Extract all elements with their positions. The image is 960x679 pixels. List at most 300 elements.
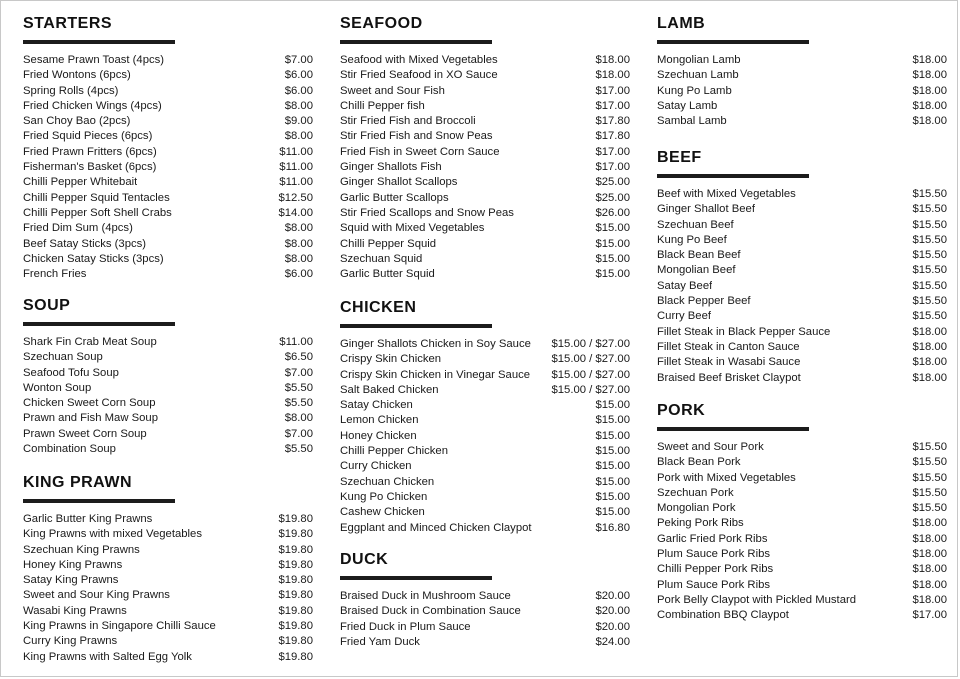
menu-item bbox=[657, 84, 947, 99]
menu-item-name: Chilli Pepper Squid Tentacles bbox=[23, 191, 170, 204]
menu-item-price: $15.50 bbox=[912, 203, 947, 216]
menu-item-name: Fried Wontons (6pcs) bbox=[23, 69, 131, 82]
menu-item-list bbox=[657, 53, 947, 129]
menu-item bbox=[340, 589, 630, 604]
menu-item-name: Ginger Shallot Scallops bbox=[340, 176, 458, 189]
menu-item-name: Sweet and Sour Pork bbox=[657, 441, 764, 453]
menu-item-name: Fried Squid Pieces (6pcs) bbox=[23, 130, 153, 143]
menu-item-name: Honey King Prawns bbox=[23, 558, 123, 571]
menu-item bbox=[23, 366, 313, 381]
menu-item bbox=[657, 114, 947, 129]
menu-item-name: Curry Beef bbox=[657, 310, 711, 323]
menu-item bbox=[340, 129, 630, 144]
menu-item-price: $8.00 bbox=[284, 130, 313, 143]
menu-item-list bbox=[657, 440, 947, 624]
menu-item bbox=[340, 475, 630, 490]
menu-item-price: $15.50 bbox=[912, 471, 947, 484]
menu-item-name: Pork with Mixed Vegetables bbox=[657, 471, 796, 484]
menu-item-name: Szechuan Squid bbox=[340, 252, 423, 265]
section-title: SOUP bbox=[23, 297, 71, 314]
menu-item-name: Fried Fish in Sweet Corn Sauce bbox=[340, 145, 500, 158]
menu-item-price: $6.00 bbox=[284, 69, 313, 82]
menu-item-price: $18.00 bbox=[912, 340, 947, 353]
section-title: DUCK bbox=[340, 551, 389, 568]
menu-item bbox=[657, 202, 947, 217]
section-seafood bbox=[340, 14, 630, 282]
menu-item-name: Beef with Mixed Vegetables bbox=[657, 188, 796, 200]
menu-item-name: Salt Baked Chicken bbox=[340, 383, 439, 396]
menu-item-price: $8.00 bbox=[284, 222, 313, 235]
menu-item bbox=[657, 263, 947, 278]
menu-item-name: Chilli Pepper Pork Ribs bbox=[657, 563, 774, 576]
section-king-prawn bbox=[23, 473, 313, 665]
menu-item bbox=[340, 398, 630, 413]
menu-item-price: $17.80 bbox=[595, 130, 630, 143]
menu-item-price: $15.00 bbox=[595, 445, 630, 458]
menu-item-price: $18.00 bbox=[912, 517, 947, 530]
menu-item bbox=[23, 160, 313, 175]
menu-item-price: $14.00 bbox=[278, 206, 313, 219]
menu-item bbox=[340, 459, 630, 474]
menu-item bbox=[657, 187, 947, 202]
menu-item-price: $15.50 bbox=[912, 279, 947, 292]
menu-item bbox=[23, 145, 313, 160]
menu-item-name: Chicken Satay Sticks (3pcs) bbox=[23, 252, 164, 265]
menu-item-name: Garlic Butter King Prawns bbox=[23, 513, 153, 525]
menu-item-price: $15.50 bbox=[912, 456, 947, 469]
menu-item-price: $25.00 bbox=[595, 191, 630, 204]
menu-item-price: $18.00 bbox=[912, 563, 947, 576]
section-underline bbox=[340, 576, 492, 580]
menu-item-name: Garlic Butter Scallops bbox=[340, 191, 449, 204]
menu-item-name: Combination Soup bbox=[23, 443, 116, 456]
menu-item bbox=[23, 558, 313, 573]
menu-item bbox=[340, 252, 630, 267]
menu-item-price: $19.80 bbox=[278, 635, 313, 648]
menu-item-price: $19.80 bbox=[278, 589, 313, 602]
menu-item-name: Crispy Skin Chicken in Vinegar Sauce bbox=[340, 368, 531, 381]
menu-item-name: Ginger Shallots Chicken in Soy Sauce bbox=[340, 338, 531, 350]
menu-item-name: Kung Po Chicken bbox=[340, 490, 428, 503]
menu-item-price: $18.00 bbox=[912, 548, 947, 561]
menu-item-list bbox=[657, 187, 947, 386]
menu-item bbox=[23, 267, 313, 282]
menu-item bbox=[340, 114, 630, 129]
menu-item-name: Sesame Prawn Toast (4pcs) bbox=[23, 54, 165, 66]
menu-item-name: Seafood Tofu Soup bbox=[23, 366, 119, 379]
menu-item-price: $19.80 bbox=[278, 604, 313, 617]
menu-item-name: King Prawns with mixed Vegetables bbox=[23, 528, 202, 541]
menu-item-name: Plum Sauce Pork Ribs bbox=[657, 578, 771, 591]
menu-item-name: King Prawns in Singapore Chilli Sauce bbox=[23, 620, 216, 633]
section-underline bbox=[657, 174, 809, 178]
menu-item-price: $26.00 bbox=[595, 206, 630, 219]
menu-item-price: $15.00 bbox=[595, 399, 630, 412]
menu-item-name: Crispy Skin Chicken bbox=[340, 353, 442, 366]
menu-item-price: $18.00 bbox=[912, 578, 947, 591]
menu-item bbox=[23, 53, 313, 68]
menu-item-name: Satay Lamb bbox=[657, 99, 718, 112]
menu-item-price: $7.00 bbox=[284, 366, 313, 379]
menu-item-price: $20.00 bbox=[595, 620, 630, 633]
menu-item bbox=[23, 381, 313, 396]
menu-item bbox=[23, 573, 313, 588]
menu-item-name: Kung Po Beef bbox=[657, 233, 727, 246]
menu-item-name: Squid with Mixed Vegetables bbox=[340, 222, 485, 235]
menu-item bbox=[340, 352, 630, 367]
menu-item bbox=[23, 114, 313, 129]
menu-item bbox=[657, 248, 947, 263]
menu-item-price: $19.80 bbox=[278, 558, 313, 571]
menu-item bbox=[657, 294, 947, 309]
menu-item-name: Stir Fried Fish and Broccoli bbox=[340, 115, 476, 128]
menu-item bbox=[657, 355, 947, 370]
menu-item bbox=[23, 543, 313, 558]
menu-item-name: Szechuan Pork bbox=[657, 486, 734, 499]
menu-item-name: Garlic Fried Pork Ribs bbox=[657, 532, 768, 545]
menu-item bbox=[23, 221, 313, 236]
menu-item-name: Garlic Butter Squid bbox=[340, 268, 435, 281]
menu-item-price: $17.80 bbox=[595, 115, 630, 128]
menu-item-name: Fried Chicken Wings (4pcs) bbox=[23, 99, 162, 112]
menu-item-name: Satay Beef bbox=[657, 279, 713, 292]
menu-item bbox=[657, 309, 947, 324]
menu-item-price: $15.50 bbox=[912, 502, 947, 515]
section-duck bbox=[340, 550, 630, 650]
menu-item-price: $18.00 bbox=[912, 69, 947, 82]
menu-item-price: $18.00 bbox=[912, 99, 947, 112]
menu-item-price: $15.00 bbox=[595, 506, 630, 519]
menu-item-name: Chicken Sweet Corn Soup bbox=[23, 397, 156, 410]
menu-item-name: Fried Prawn Fritters (6pcs) bbox=[23, 145, 157, 158]
menu-item-price: $15.00 / $27.00 bbox=[551, 338, 630, 350]
menu-item-price: $15.50 bbox=[912, 218, 947, 231]
menu-item-name: Sambal Lamb bbox=[657, 115, 727, 128]
menu-item-price: $19.80 bbox=[278, 650, 313, 663]
section-underline bbox=[340, 324, 492, 328]
menu-item-price: $25.00 bbox=[595, 176, 630, 189]
menu-item-name: Chilli Pepper Whitebait bbox=[23, 176, 138, 189]
menu-item-price: $17.00 bbox=[595, 161, 630, 174]
menu-item bbox=[657, 471, 947, 486]
menu-item-name: Wonton Soup bbox=[23, 381, 92, 394]
menu-item bbox=[657, 593, 947, 608]
menu-item bbox=[23, 588, 313, 603]
menu-item bbox=[340, 206, 630, 221]
menu-item-price: $20.00 bbox=[595, 590, 630, 602]
section-starters bbox=[23, 14, 313, 282]
menu-item-price: $15.00 bbox=[595, 460, 630, 473]
menu-item bbox=[657, 68, 947, 83]
menu-item bbox=[340, 337, 630, 352]
menu-item bbox=[340, 368, 630, 383]
menu-item-price: $15.50 bbox=[912, 310, 947, 323]
menu-item-name: Szechuan Soup bbox=[23, 351, 103, 364]
menu-item-price: $24.00 bbox=[595, 635, 630, 648]
menu-item-price: $15.00 bbox=[595, 414, 630, 427]
section-title: STARTERS bbox=[23, 15, 113, 32]
section-underline bbox=[23, 322, 175, 326]
menu-item-name: Fillet Steak in Canton Sauce bbox=[657, 340, 800, 353]
menu-item bbox=[23, 427, 313, 442]
section-chicken bbox=[340, 298, 630, 536]
menu-item-name: Stir Fried Scallops and Snow Peas bbox=[340, 206, 514, 219]
menu-item-price: $15.00 bbox=[595, 237, 630, 250]
menu-item-price: $15.00 / $27.00 bbox=[551, 368, 630, 381]
menu-item bbox=[657, 578, 947, 593]
menu-item bbox=[657, 99, 947, 114]
menu-item-name: Fried Duck in Plum Sauce bbox=[340, 620, 471, 633]
menu-item-price: $18.00 bbox=[912, 115, 947, 128]
menu-item-name: Mongolian Beef bbox=[657, 264, 736, 277]
menu-item-price: $16.80 bbox=[595, 521, 630, 534]
menu-item bbox=[657, 325, 947, 340]
section-title: KING PRAWN bbox=[23, 474, 132, 491]
menu-item-list bbox=[340, 589, 630, 650]
menu-item-price: $11.00 bbox=[279, 145, 313, 158]
menu-item-name: Braised Beef Brisket Claypot bbox=[657, 371, 801, 384]
menu-item-price: $17.00 bbox=[595, 99, 630, 112]
menu-item bbox=[23, 604, 313, 619]
menu-item-name: Braised Duck in Mushroom Sauce bbox=[340, 590, 511, 602]
menu-item-name: Satay King Prawns bbox=[23, 574, 119, 587]
menu-item-price: $19.80 bbox=[278, 620, 313, 633]
menu-item-name: Honey Chicken bbox=[340, 429, 417, 442]
menu-item-price: $18.00 bbox=[912, 325, 947, 338]
menu-item bbox=[23, 634, 313, 649]
menu-item-price: $18.00 bbox=[912, 532, 947, 545]
menu-item bbox=[23, 650, 313, 665]
menu-item-list bbox=[23, 335, 313, 457]
menu-item bbox=[23, 175, 313, 190]
menu-item bbox=[340, 99, 630, 114]
menu-item-name: Szechuan Beef bbox=[657, 218, 734, 231]
menu-item bbox=[340, 68, 630, 83]
menu-item-price: $7.00 bbox=[284, 54, 313, 66]
menu-item-price: $19.80 bbox=[278, 543, 313, 556]
menu-item-price: $18.00 bbox=[912, 84, 947, 97]
menu-item-price: $15.00 bbox=[595, 475, 630, 488]
menu-item-name: Plum Sauce Pork Ribs bbox=[657, 548, 771, 561]
menu-item bbox=[657, 340, 947, 355]
menu-item bbox=[657, 279, 947, 294]
menu-item bbox=[23, 350, 313, 365]
menu-item bbox=[657, 486, 947, 501]
menu-item-price: $15.50 bbox=[912, 233, 947, 246]
menu-item-name: Combination BBQ Claypot bbox=[657, 609, 789, 622]
menu-item-name: Chilli Pepper Squid bbox=[340, 237, 437, 250]
menu-item bbox=[23, 99, 313, 114]
menu-item-price: $6.50 bbox=[284, 351, 313, 364]
section-title: BEEF bbox=[657, 149, 702, 166]
menu-item-price: $19.80 bbox=[278, 528, 313, 541]
menu-item-price: $17.00 bbox=[912, 609, 947, 622]
menu-item-price: $15.50 bbox=[912, 441, 947, 453]
menu-item-price: $15.50 bbox=[912, 249, 947, 262]
section-title: LAMB bbox=[657, 15, 706, 32]
menu-item bbox=[23, 335, 313, 350]
menu-item bbox=[340, 413, 630, 428]
menu-item-name: Mongolian Pork bbox=[657, 502, 736, 515]
section-underline bbox=[23, 499, 175, 503]
menu-item bbox=[340, 191, 630, 206]
menu-item-price: $15.00 bbox=[595, 252, 630, 265]
menu-item-name: Lemon Chicken bbox=[340, 414, 419, 427]
menu-item-price: $15.00 / $27.00 bbox=[551, 353, 630, 366]
menu-item-list bbox=[340, 337, 630, 536]
menu-item-name: Shark Fin Crab Meat Soup bbox=[23, 336, 157, 348]
menu-item-price: $15.00 bbox=[595, 222, 630, 235]
menu-item-list bbox=[23, 53, 313, 282]
menu-item-name: Ginger Shallot Beef bbox=[657, 203, 755, 216]
menu-item-price: $19.80 bbox=[278, 513, 313, 525]
menu-item-name: Wasabi King Prawns bbox=[23, 604, 127, 617]
menu-item-name: Pork Belly Claypot with Pickled Mustard bbox=[657, 593, 857, 606]
menu-item-price: $15.50 bbox=[912, 486, 947, 499]
menu-item bbox=[340, 175, 630, 190]
menu-item bbox=[340, 237, 630, 252]
menu-item-name: Beef Satay Sticks (3pcs) bbox=[23, 237, 147, 250]
menu-item-name: Braised Duck in Combination Sauce bbox=[340, 605, 521, 618]
menu-item bbox=[23, 411, 313, 426]
menu-item-price: $18.00 bbox=[912, 54, 947, 66]
menu-item-name: Sweet and Sour Fish bbox=[340, 84, 445, 97]
menu-item-name: Peking Pork Ribs bbox=[657, 517, 744, 530]
menu-item bbox=[340, 620, 630, 635]
menu-item-price: $18.00 bbox=[912, 593, 947, 606]
menu-item-price: $15.00 bbox=[595, 268, 630, 281]
menu-item-price: $8.00 bbox=[284, 237, 313, 250]
menu-item-price: $18.00 bbox=[595, 69, 630, 82]
menu-item bbox=[340, 267, 630, 282]
menu-item-price: $18.00 bbox=[912, 356, 947, 369]
menu-item bbox=[340, 490, 630, 505]
menu-item bbox=[657, 233, 947, 248]
menu-item-name: Ginger Shallots Fish bbox=[340, 161, 442, 174]
menu-item bbox=[340, 444, 630, 459]
menu-item bbox=[657, 532, 947, 547]
menu-item-name: French Fries bbox=[23, 268, 87, 281]
menu-item-name: Chilli Pepper Chicken bbox=[340, 445, 448, 458]
section-underline bbox=[657, 40, 809, 44]
section-pork bbox=[657, 401, 947, 624]
menu-item-name: Fisherman's Basket (6pcs) bbox=[23, 161, 157, 174]
menu-item-name: Black Bean Pork bbox=[657, 456, 741, 469]
menu-item-price: $5.50 bbox=[284, 381, 313, 394]
section-beef bbox=[657, 148, 947, 386]
menu-item bbox=[23, 512, 313, 527]
menu-item-price: $15.50 bbox=[912, 295, 947, 308]
menu-item-price: $20.00 bbox=[595, 605, 630, 618]
menu-item bbox=[657, 440, 947, 455]
menu-item-price: $17.00 bbox=[595, 84, 630, 97]
section-underline bbox=[657, 427, 809, 431]
menu-item bbox=[23, 191, 313, 206]
menu-item-price: $15.50 bbox=[912, 188, 947, 200]
menu-item-name: Sweet and Sour King Prawns bbox=[23, 589, 170, 602]
menu-item-price: $5.50 bbox=[284, 397, 313, 410]
menu-item bbox=[657, 516, 947, 531]
menu-item bbox=[23, 68, 313, 83]
section-underline bbox=[340, 40, 492, 44]
menu-item bbox=[657, 371, 947, 386]
menu-item-price: $19.80 bbox=[278, 574, 313, 587]
menu-item-name: Cashew Chicken bbox=[340, 506, 425, 519]
menu-item bbox=[657, 455, 947, 470]
section-lamb bbox=[657, 14, 947, 129]
menu-item bbox=[23, 527, 313, 542]
menu-item-name: Stir Fried Seafood in XO Sauce bbox=[340, 69, 498, 82]
menu-item-list bbox=[340, 53, 630, 282]
menu-item bbox=[23, 237, 313, 252]
menu-item-name: Black Pepper Beef bbox=[657, 295, 751, 308]
menu-item-name: Spring Rolls (4pcs) bbox=[23, 84, 119, 97]
menu-item bbox=[340, 604, 630, 619]
menu-item bbox=[23, 442, 313, 457]
menu-item-list bbox=[23, 512, 313, 665]
menu-item bbox=[23, 252, 313, 267]
menu-item-name: King Prawns with Salted Egg Yolk bbox=[23, 650, 192, 663]
menu-item-name: Szechuan Lamb bbox=[657, 69, 739, 82]
menu-item-price: $18.00 bbox=[595, 54, 630, 66]
menu-item-name: Prawn and Fish Maw Soup bbox=[23, 412, 158, 425]
menu-item bbox=[340, 84, 630, 99]
menu-item bbox=[340, 145, 630, 160]
menu-item bbox=[23, 396, 313, 411]
menu-item-name: Prawn Sweet Corn Soup bbox=[23, 427, 147, 440]
menu-item-price: $6.00 bbox=[284, 84, 313, 97]
menu-item-name: Fried Yam Duck bbox=[340, 635, 420, 648]
menu-item-price: $8.00 bbox=[284, 252, 313, 265]
menu-item-name: Mongolian Lamb bbox=[657, 54, 741, 66]
menu-item bbox=[657, 218, 947, 233]
menu-item-name: Szechuan Chicken bbox=[340, 475, 435, 488]
menu-item-name: Black Bean Beef bbox=[657, 249, 741, 262]
menu-item-price: $15.00 bbox=[595, 429, 630, 442]
menu-item bbox=[340, 635, 630, 650]
menu-item-price: $15.00 bbox=[595, 490, 630, 503]
menu-item-price: $11.00 bbox=[279, 161, 313, 174]
menu-item bbox=[340, 429, 630, 444]
section-soup bbox=[23, 296, 313, 457]
menu-item bbox=[340, 160, 630, 175]
menu-item-name: Fried Dim Sum (4pcs) bbox=[23, 222, 133, 235]
menu-item-name: Seafood with Mixed Vegetables bbox=[340, 54, 498, 66]
menu-item-name: Fillet Steak in Wasabi Sauce bbox=[657, 356, 801, 369]
menu-item-price: $15.50 bbox=[912, 264, 947, 277]
menu-item-price: $7.00 bbox=[284, 427, 313, 440]
menu-item-price: $5.50 bbox=[284, 443, 313, 456]
menu-item-name: Curry Chicken bbox=[340, 460, 412, 473]
menu-item-price: $15.00 / $27.00 bbox=[551, 383, 630, 396]
menu-item bbox=[23, 84, 313, 99]
menu-item-name: Chilli Pepper Soft Shell Crabs bbox=[23, 206, 172, 219]
menu-item-price: $6.00 bbox=[284, 268, 313, 281]
section-title: SEAFOOD bbox=[340, 15, 423, 32]
menu-item-name: Chilli Pepper fish bbox=[340, 99, 425, 112]
menu-item-price: $11.00 bbox=[279, 176, 313, 189]
menu-item bbox=[340, 221, 630, 236]
menu-item-name: San Choy Bao (2pcs) bbox=[23, 115, 131, 128]
menu-item bbox=[657, 547, 947, 562]
menu-item-name: Fillet Steak in Black Pepper Sauce bbox=[657, 325, 831, 338]
menu-item bbox=[340, 383, 630, 398]
section-title: CHICKEN bbox=[340, 299, 417, 316]
menu-item-name: Satay Chicken bbox=[340, 399, 413, 412]
menu-item-name: Eggplant and Minced Chicken Claypot bbox=[340, 521, 532, 534]
menu-item bbox=[340, 521, 630, 536]
menu-item bbox=[340, 53, 630, 68]
